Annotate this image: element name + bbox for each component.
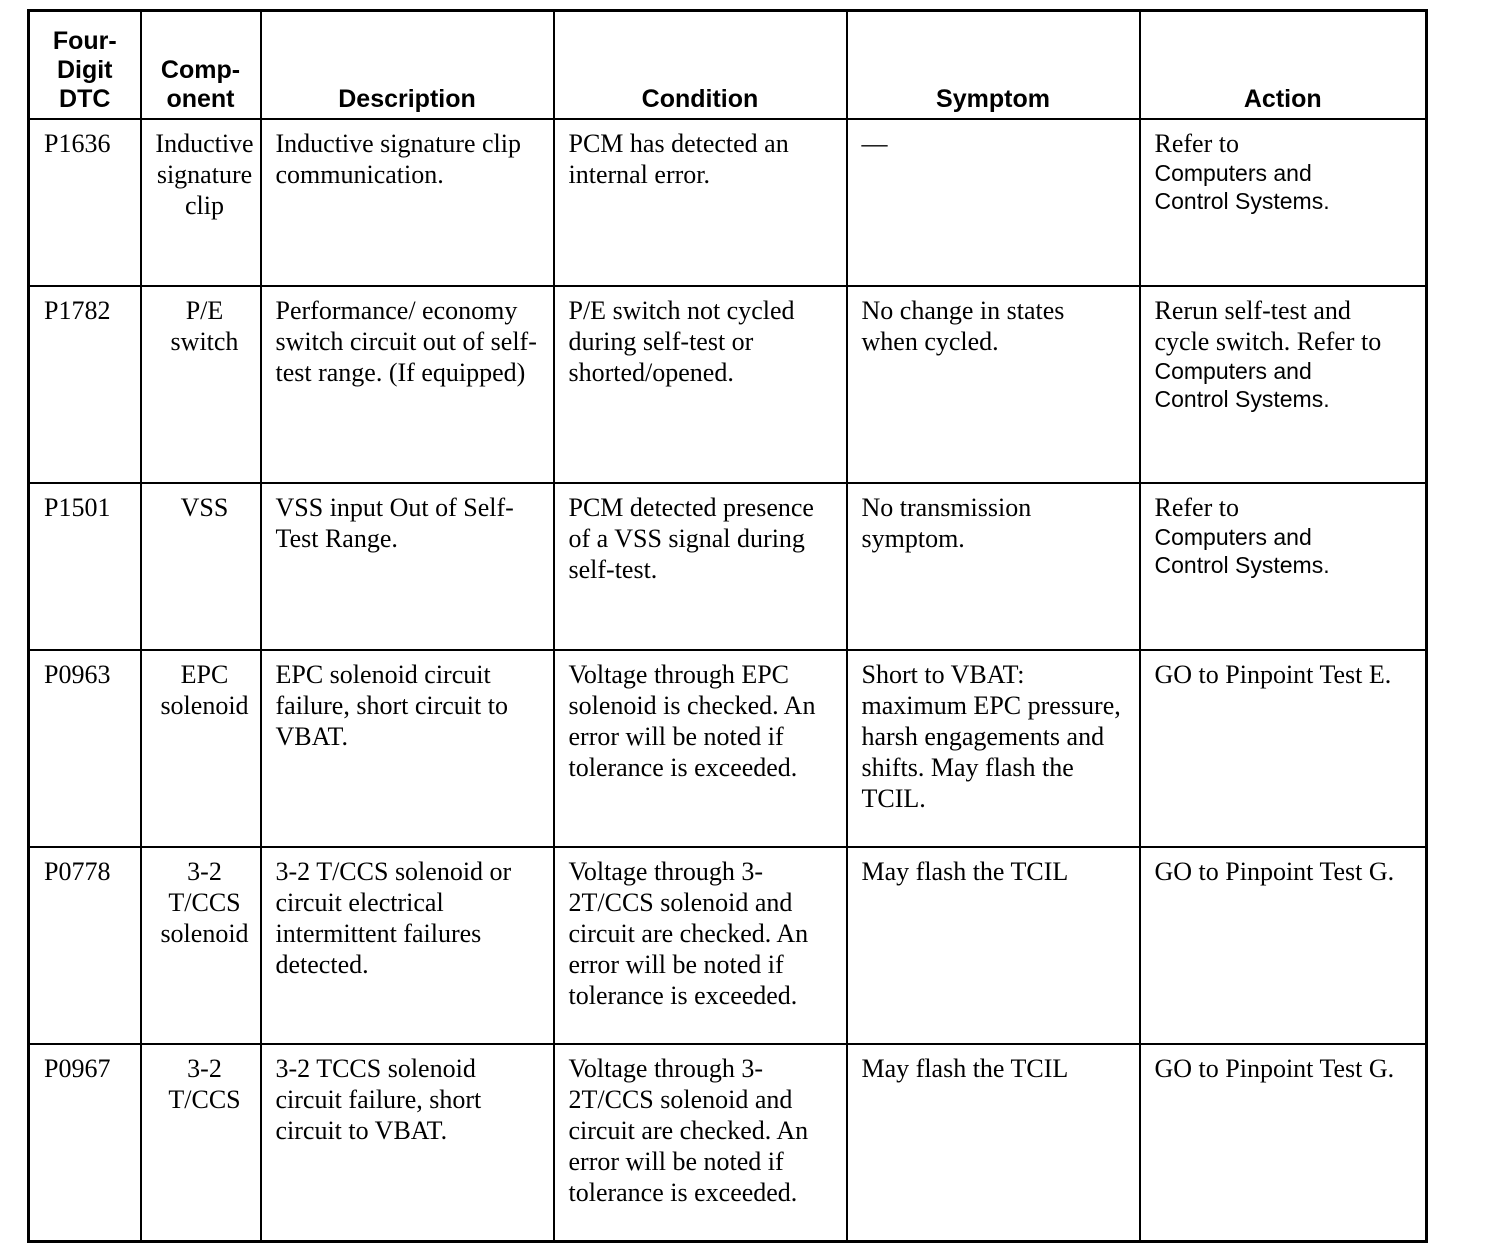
symptom-cell: No transmission symptom. [847, 483, 1140, 650]
action-reference-line: Computers and [1154, 524, 1312, 550]
component-line: P/E [185, 296, 224, 325]
action-text: Refer to [1154, 493, 1239, 522]
component-cell [141, 1044, 261, 1241]
description-cell: Performance/ economy switch circuit out of self-test range. (If equipped) [261, 286, 554, 483]
component-line: solenoid [160, 919, 249, 948]
header-row [29, 11, 1427, 120]
action-text: GO to Pinpoint Test G. [1154, 1054, 1395, 1083]
component-line: T/CCS [168, 1085, 241, 1114]
description-cell: Inductive signature clip communication. [261, 119, 554, 286]
header-symptom: Symptom [847, 11, 1140, 120]
condition-cell: Voltage through 3-2T/CCS solenoid and circuit are checked. An error will be noted if tolerance is exceeded. [554, 1044, 847, 1241]
table-row [29, 483, 1427, 650]
action-reference-line: Computers and [1154, 358, 1312, 384]
component-line: EPC [180, 660, 229, 689]
dtc-table [27, 9, 1428, 1243]
action-cell [1140, 650, 1427, 847]
table-row [29, 650, 1427, 847]
table-row [29, 119, 1427, 286]
component-line: clip [185, 191, 224, 220]
condition-cell: PCM detected presence of a VSS signal during self-test. [554, 483, 847, 650]
action-reference-line: Computers and [1154, 160, 1312, 186]
dtc-code-cell: P1782 [29, 286, 141, 483]
dtc-code-cell: P0778 [29, 847, 141, 1044]
component-line: solenoid [160, 691, 249, 720]
component-line: signature [156, 160, 253, 189]
action-cell [1140, 483, 1427, 650]
action-cell [1140, 847, 1427, 1044]
dtc-code-cell: P0963 [29, 650, 141, 847]
table-row [29, 847, 1427, 1044]
component-cell [141, 119, 261, 286]
action-text: Rerun self-test and cycle switch. Refer to [1154, 296, 1382, 356]
action-reference-line: Control Systems. [1154, 386, 1330, 412]
component-line: 3-2 [187, 1054, 222, 1083]
symptom-cell: May flash the TCIL [847, 847, 1140, 1044]
condition-cell: P/E switch not cycled during self-test or shorted/opened. [554, 286, 847, 483]
header-condition: Condition [554, 11, 847, 120]
symptom-cell: May flash the TCIL [847, 1044, 1140, 1241]
condition-cell: Voltage through EPC solenoid is checked. An error will be noted if tolerance is exceeded. [554, 650, 847, 847]
component-cell [141, 650, 261, 847]
component-line: switch [170, 327, 239, 356]
action-text: GO to Pinpoint Test E. [1154, 660, 1392, 689]
table-row [29, 1044, 1427, 1241]
action-text: Refer to [1154, 129, 1239, 158]
component-line: Inductive [155, 129, 254, 158]
action-reference-line: Control Systems. [1154, 188, 1330, 214]
component-line: 3-2 [187, 857, 222, 886]
action-cell [1140, 119, 1427, 286]
dtc-table-container [27, 9, 1428, 1243]
symptom-cell: — [847, 119, 1140, 286]
action-cell [1140, 286, 1427, 483]
condition-cell: PCM has detected an internal error. [554, 119, 847, 286]
description-cell: VSS input Out of Self-Test Range. [261, 483, 554, 650]
header-description: Description [261, 11, 554, 120]
action-text: GO to Pinpoint Test G. [1154, 857, 1395, 886]
table-body [29, 119, 1427, 1241]
description-cell: EPC solenoid circuit failure, short circuit to VBAT. [261, 650, 554, 847]
description-cell: 3-2 TCCS solenoid circuit failure, short circuit to VBAT. [261, 1044, 554, 1241]
condition-cell: Voltage through 3-2T/CCS solenoid and circuit are checked. An error will be noted if tolerance is exceeded. [554, 847, 847, 1044]
component-line: T/CCS [168, 888, 241, 917]
component-cell [141, 483, 261, 650]
component-line: VSS [180, 493, 229, 522]
dtc-code-cell: P0967 [29, 1044, 141, 1241]
dtc-code-cell: P1636 [29, 119, 141, 286]
header-dtc: Four- Digit DTC [29, 11, 141, 120]
table-row [29, 286, 1427, 483]
action-reference-line: Control Systems. [1154, 552, 1330, 578]
description-cell: 3-2 T/CCS solenoid or circuit electrical intermittent failures detected. [261, 847, 554, 1044]
component-cell [141, 286, 261, 483]
action-cell [1140, 1044, 1427, 1241]
symptom-cell: No change in states when cycled. [847, 286, 1140, 483]
header-action: Action [1140, 11, 1427, 120]
component-cell [141, 847, 261, 1044]
header-component: Comp- onent [141, 11, 261, 120]
symptom-cell: Short to VBAT: maximum EPC pressure, harsh engagements and shifts. May flash the TCIL. [847, 650, 1140, 847]
dtc-code-cell: P1501 [29, 483, 141, 650]
